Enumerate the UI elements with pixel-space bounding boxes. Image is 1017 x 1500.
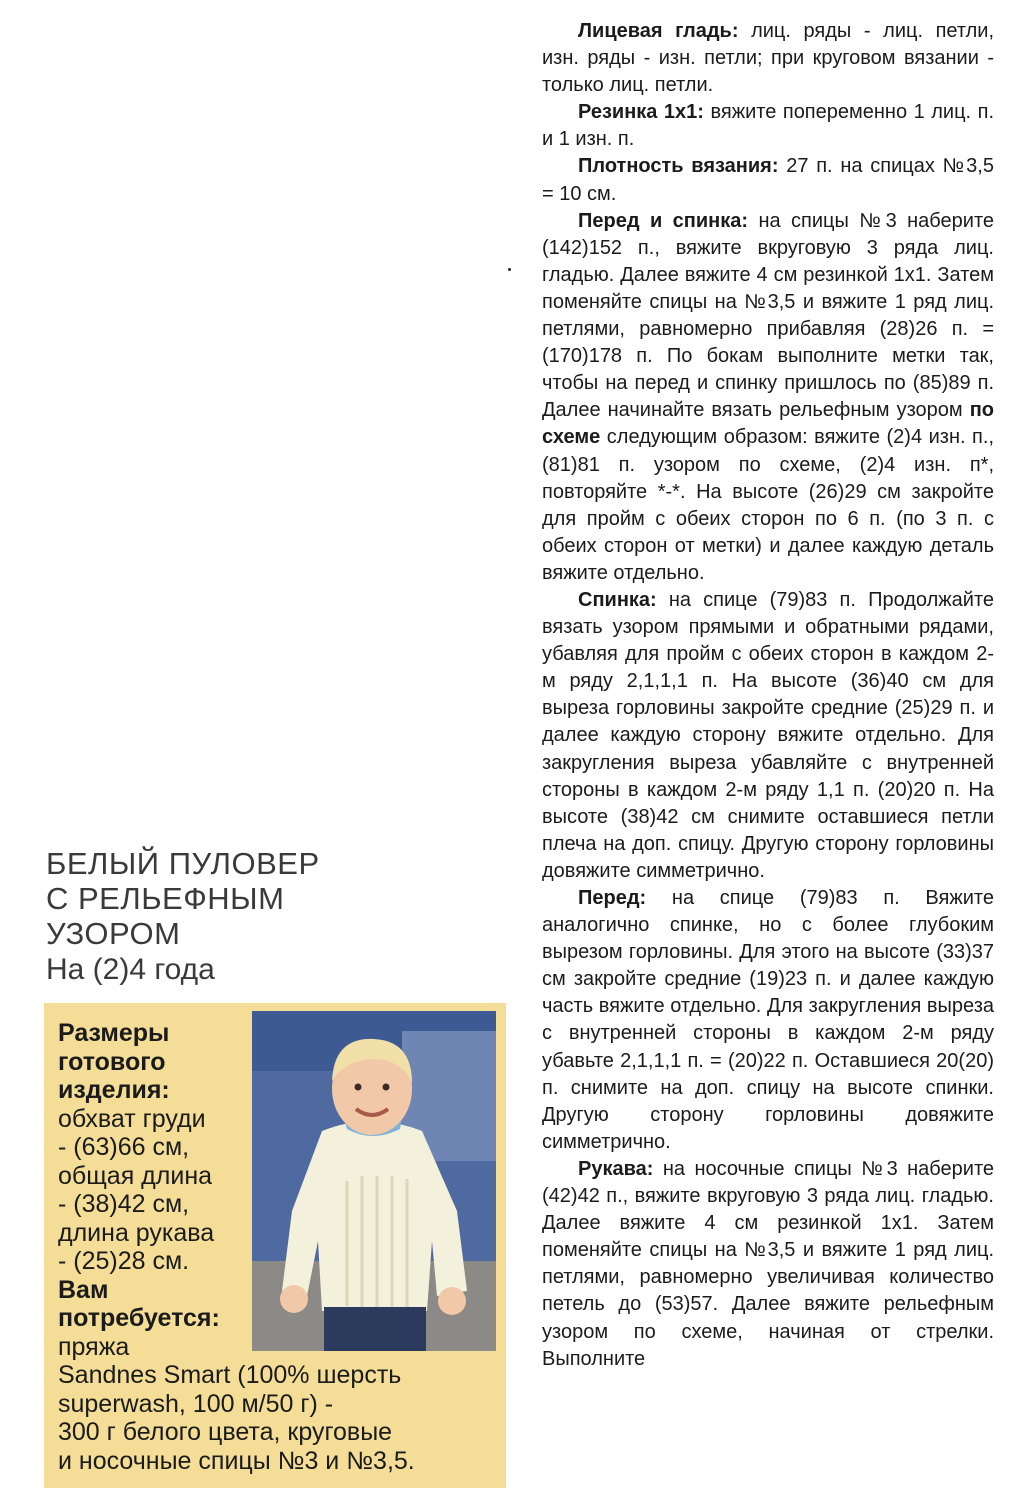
sleeve-label: длина рукава <box>58 1218 215 1247</box>
sleeves-label: Рукава: <box>578 1157 654 1180</box>
paragraph-stockinette <box>542 18 994 99</box>
body-label: Перед и спинка: <box>578 209 749 232</box>
print-speck <box>508 268 511 271</box>
yarn-amount: 300 г белого цвета, круговые <box>58 1418 393 1446</box>
gauge-text: 27 п. на спицах №3,5 = 10 см. <box>542 155 994 205</box>
paragraph-sleeves <box>542 1156 994 1373</box>
yarn-brand: Sandnes Smart (100% шерсть <box>58 1361 402 1389</box>
chest-value: - (63)66 см, <box>58 1133 190 1161</box>
yarn-label: пряжа <box>58 1332 130 1361</box>
body-bold: по схеме <box>542 399 994 449</box>
age-range: На (2)4 года <box>46 953 215 986</box>
paragraph-rib <box>542 99 994 153</box>
back-label: Спинка: <box>578 588 657 611</box>
needles: и носочные спицы №3 и №3,5. <box>58 1446 415 1475</box>
sizes-heading-3: изделия: <box>58 1076 170 1104</box>
title-line-1: БЕЛЫЙ ПУЛОВЕР <box>46 846 320 881</box>
sleeve-value: - (25)28 см. <box>58 1247 190 1275</box>
paragraph-gauge <box>542 153 994 207</box>
need-heading-1: Вам <box>58 1275 109 1304</box>
need-heading-2: потребуется: <box>58 1304 220 1332</box>
pattern-title <box>46 846 466 987</box>
gauge-label: Плотность вязания: <box>578 155 779 178</box>
rib-text: вяжите попеременно 1 лиц. п. и 1 изн. п. <box>542 101 995 151</box>
length-value: - (38)42 см, <box>58 1190 190 1218</box>
yarn-spec: superwash, 100 м/50 г) - <box>58 1389 334 1418</box>
rib-label: Резинка 1х1: <box>578 101 704 124</box>
paragraph-front <box>542 885 994 1156</box>
front-text: на спице (79)83 п. Вяжите аналогично спинке, но с более глубоким вырезом горловины. Для этого на высоте (33)37 см закройте средние (19)23 п. и далее каждую часть вяжите отдельно. Для закругления выреза с внутренней стороны в каждом 2-м ряду убавьте 2,1,1,1 п. = (20)22 п. Оставшиеся 20(20) п. снимите на доп. спицу на высоте спинки. Другую сторону горловины довяжите симметрично. <box>542 887 994 1153</box>
stockinette-text: лиц. ряды - лиц. петли, изн. ряды - изн. петли; при круговом вязании - только лиц. петли. <box>542 20 994 97</box>
title-line-2: С РЕЛЬЕФНЫМ <box>46 881 285 916</box>
title-line-3: УЗОРОМ <box>46 916 181 951</box>
front-label: Перед: <box>578 887 647 909</box>
paragraph-body <box>542 208 994 587</box>
body-text-2: следующим образом: вяжите (2)4 изн. п., (81)81 п. узором по схеме, (2)4 изн. п*, повторяйте *-*. На высоте (26)29 см закройте для пройм с обеих сторон по 6 п. (по 3 п. с обеих сторон от метки) и далее каждую деталь вяжите отдельно. <box>542 426 994 584</box>
sizes-heading-2: готового <box>58 1047 166 1076</box>
specs-text <box>58 1019 518 1475</box>
sizes-heading-1: Размеры <box>58 1019 170 1047</box>
body-text-1: на спицы №3 наберите (142)152 п., вяжите вкруговую 3 ряда лиц. гладью. Далее вяжите 4 см резинкой 1х1. Затем поменяйте спицы на №3,5 и вяжите 1 ряд лиц. петлями, равномерно прибавляя (28)26 п. = (170)178 п. По бокам выполните метки так, чтобы на перед и спинку пришлось по (85)89 п. Далее начинайте вязать рельефным узором <box>542 209 995 422</box>
stockinette-label: Лицевая гладь: <box>578 20 739 42</box>
chest-label: обхват груди <box>58 1104 206 1133</box>
sleeves-text: на носочные спицы №3 наберите (42)42 п., вяжите вкруговую 3 ряда лиц. гладью. Далее вяжите 4 см резинкой 1х1. Затем поменяйте спицы на №3,5 и вяжите 1 ряд лиц. петлями, равномерно увеличивая количество петель до (53)57. Далее вяжите рельефным узором по схеме, начиная от стрелки. Выполните <box>542 1157 995 1370</box>
instructions-column <box>542 18 994 1373</box>
paragraph-back <box>542 587 994 885</box>
info-box <box>44 1003 506 1488</box>
back-text: на спице (79)83 п. Продолжайте вязать узором прямыми и обратными рядами, убавляя для пройм с обеих сторон в каждом 2-м ряду 2,1,1,1 п. На высоте (36)40 см для выреза горловины закройте средние (25)29 п. и далее каждую сторону вяжите отдельно. Для закругления выреза убавляйте с внутренней стороны в каждом 2-м ряду 1,1 п. (20)20 п. На высоте (38)42 см снимите оставшиеся петли плеча на доп. спицу. Другую сторону горловины довяжите симметрично. <box>542 588 995 882</box>
length-label: общая длина <box>58 1161 213 1190</box>
